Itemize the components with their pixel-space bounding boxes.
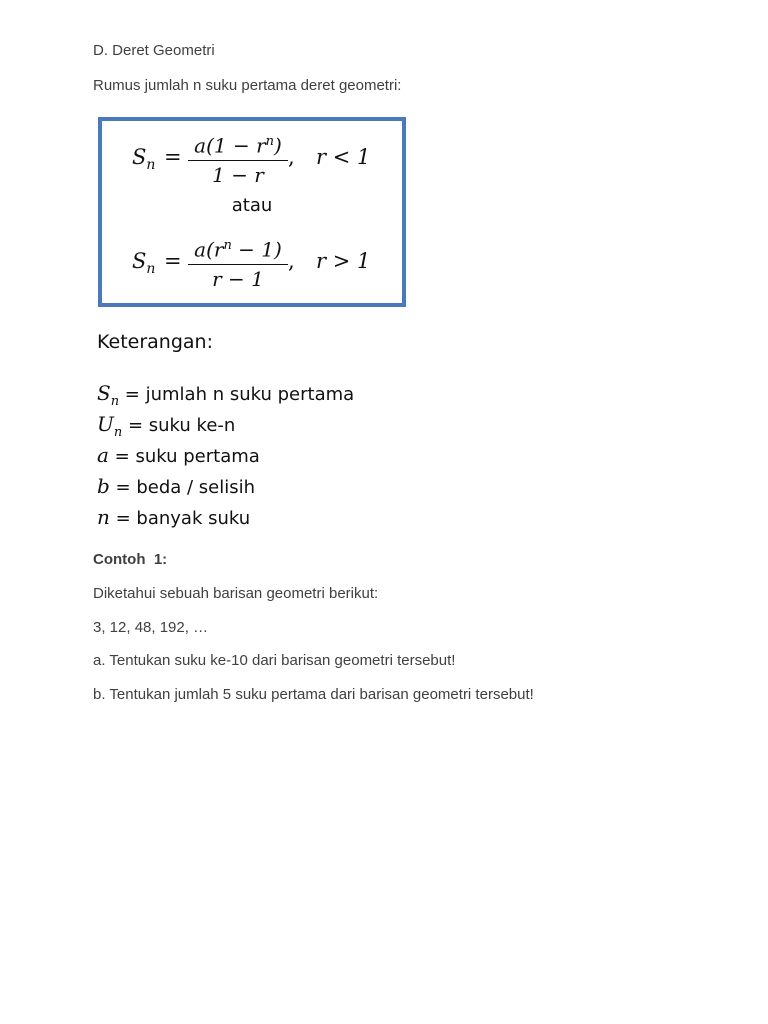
formula-2-denominator: r − 1 xyxy=(212,267,264,292)
formula-separator: atau xyxy=(231,195,273,216)
list-item: a = suku pertama xyxy=(97,443,260,467)
formula-2-lhs: $S_n$ xyxy=(132,249,156,278)
variable-symbol: $S_n$ xyxy=(97,381,120,409)
list-item: n = banyak suku xyxy=(97,505,251,529)
example-title: Contoh 1: xyxy=(93,551,168,568)
formula-1-denominator: 1 − r xyxy=(212,163,264,188)
example-sequence: 3, 12, 48, 192, … xyxy=(93,619,209,636)
list-item: $U_n$ = suku ke-n xyxy=(97,412,236,440)
example-description: Diketahui sebuah barisan geometri berikut: xyxy=(93,585,379,602)
formula-2-equals: = xyxy=(164,249,182,273)
formula-2-condition: r > 1 xyxy=(316,249,371,273)
formula-box xyxy=(98,117,406,307)
question-b: b. Tentukan jumlah 5 suku pertama dari barisan geometri tersebut! xyxy=(93,686,534,703)
formula-1-equals: = xyxy=(164,145,182,169)
formula-2-comma: , xyxy=(288,249,295,273)
formula-1-numerator: $a(1 - r^n)$ xyxy=(194,133,282,158)
variable-symbol: a xyxy=(97,443,109,467)
formula-1-fraction xyxy=(188,129,288,188)
fraction-bar xyxy=(188,160,288,162)
question-a: a. Tentukan suku ke-10 dari barisan geometri tersebut! xyxy=(93,652,456,669)
fraction-bar xyxy=(188,264,288,266)
formula-1-lhs: $S_n$ xyxy=(132,145,156,174)
formula-2-fraction xyxy=(188,233,288,292)
formula-1-comma: , xyxy=(288,145,295,169)
keterangan-list xyxy=(97,381,354,536)
section-title: D. Deret Geometri xyxy=(93,42,215,59)
intro-text: Rumus jumlah n suku pertama deret geometri: xyxy=(93,77,402,94)
formula-2-numerator: $a(r^n - 1)$ xyxy=(194,237,282,262)
keterangan-title: Keterangan: xyxy=(97,331,213,353)
formula-row-1 xyxy=(102,129,402,188)
list-item: b = beda / selisih xyxy=(97,474,256,498)
variable-symbol: $U_n$ xyxy=(97,412,123,440)
variable-symbol: n xyxy=(97,505,110,529)
list-item: $S_n$ = jumlah n suku pertama xyxy=(97,381,355,409)
variable-symbol: b xyxy=(97,474,110,498)
formula-row-2 xyxy=(102,233,402,292)
formula-1-condition: r < 1 xyxy=(316,145,371,169)
